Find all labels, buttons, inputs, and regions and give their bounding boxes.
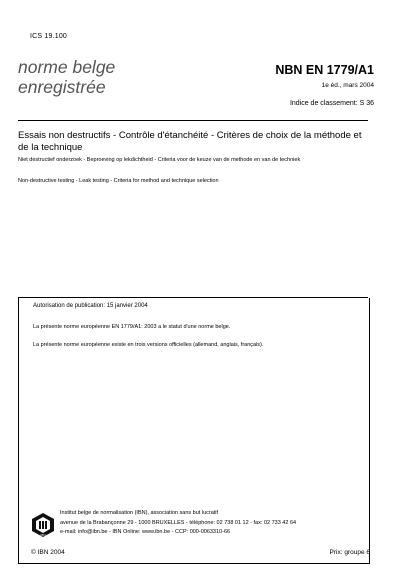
title-french: Essais non destructifs - Contrôle d'étanchéité - Critères de choix de la méthode et de la technique xyxy=(18,130,362,153)
title-dutch: Niet destructief onderzoek - Beproeving op lekdichtheid - Criteria voor de keuze van de methode en van de techniek xyxy=(18,157,301,163)
ics-code: ICS 19.100 xyxy=(30,33,68,40)
official-versions-statement: La présente norme européenne existe en trois versions officielles (allemand, anglais, français). xyxy=(33,342,264,348)
brand-line-1: norme belge xyxy=(18,57,116,77)
header-divider xyxy=(18,120,368,121)
institute-contact: e-mail: info@ibn.be - IBN Online: www.ibn.be - CCP: 000-0063310-66 xyxy=(60,529,231,535)
copyright: © IBN 2004 xyxy=(31,549,65,556)
brand-title xyxy=(18,57,115,97)
brand-line-2: enregistrée xyxy=(18,77,106,97)
edition-date: 1e éd., mars 2004 xyxy=(321,82,374,89)
publication-authorization: Autorisation de publication: 15 janvier 2004 xyxy=(33,303,148,309)
ibn-logo-icon xyxy=(31,512,55,538)
institute-address: avenue de la Brabançonne 29 - 1000 BRUXELLES - téléphone: 02 738 01 12 - fax: 02 733 42 64 xyxy=(60,520,297,526)
title-english: Non-destructive testing - Leak testing - Criteria for method and technique selection xyxy=(18,178,219,184)
institute-name: Institut belge de normalisation (IBN), association sans but lucratif xyxy=(60,510,219,516)
price-group: Prix: groupe 6 xyxy=(329,549,370,556)
classification-index: Indice de classement: S 36 xyxy=(289,100,374,107)
belgian-status-statement: La présente norme européenne EN 1779/A1: 2003 a le statut d'une norme belge. xyxy=(33,324,231,330)
svg-text:IBN: IBN xyxy=(40,533,46,537)
standard-number: NBN EN 1779/A1 xyxy=(275,63,374,77)
